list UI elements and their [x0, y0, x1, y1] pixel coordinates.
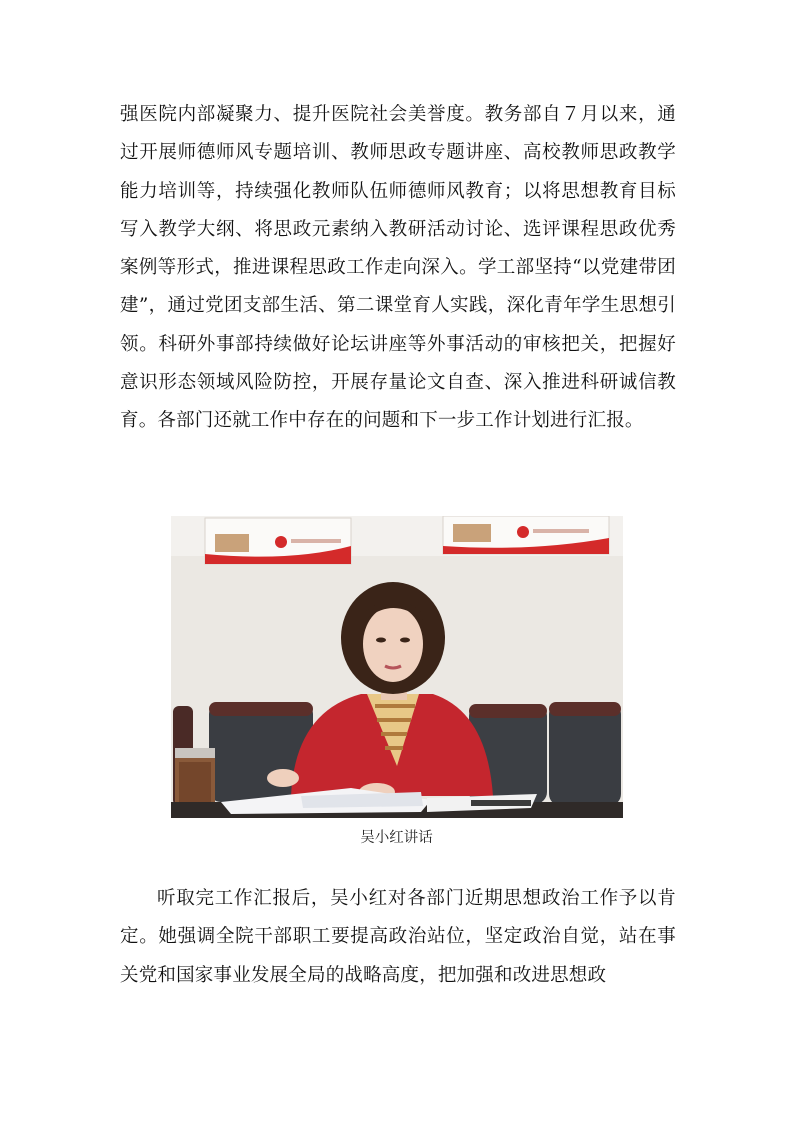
- body-paragraph-1: 强医院内部凝聚力、提升医院社会美誉度。教务部自７月以来，通过开展师德师风专题培训、教师思政专题讲座、高校教师思政教学能力培训等，持续强化教师队伍师德师风教育；以将思想教育目标写入教学大纲、将思政元素纳入教研活动讨论、选评课程思政优秀案例等形式，推进课程思政工作走向深入。学工部坚持“以党建带团建”，通过党团支部生活、第二课堂育人实践，深化青年学生思想引领。科研外事部持续做好论坛讲座等外事活动的审核把关，把握好意识形态领域风险防控，开展存量论文自查、深入推进科研诚信教育。各部门还就工作中存在的问题和下一步工作计划进行汇报。: [120, 104, 676, 432]
- photo-caption: 吴小红讲话: [360, 830, 433, 846]
- meeting-photo: [171, 516, 623, 818]
- photo-meeting-speaker-icon: [171, 516, 623, 818]
- body-paragraph-2: 听取完工作汇报后，吴小红对各部门近期思想政治工作予以肯定。她强调全院干部职工要提高政治站位，坚定政治自觉，站在事关党和国家事业发展全局的战略高度，把加强和改进思想政: [120, 888, 676, 986]
- banner-left: [205, 518, 351, 564]
- banner-right: [443, 516, 609, 554]
